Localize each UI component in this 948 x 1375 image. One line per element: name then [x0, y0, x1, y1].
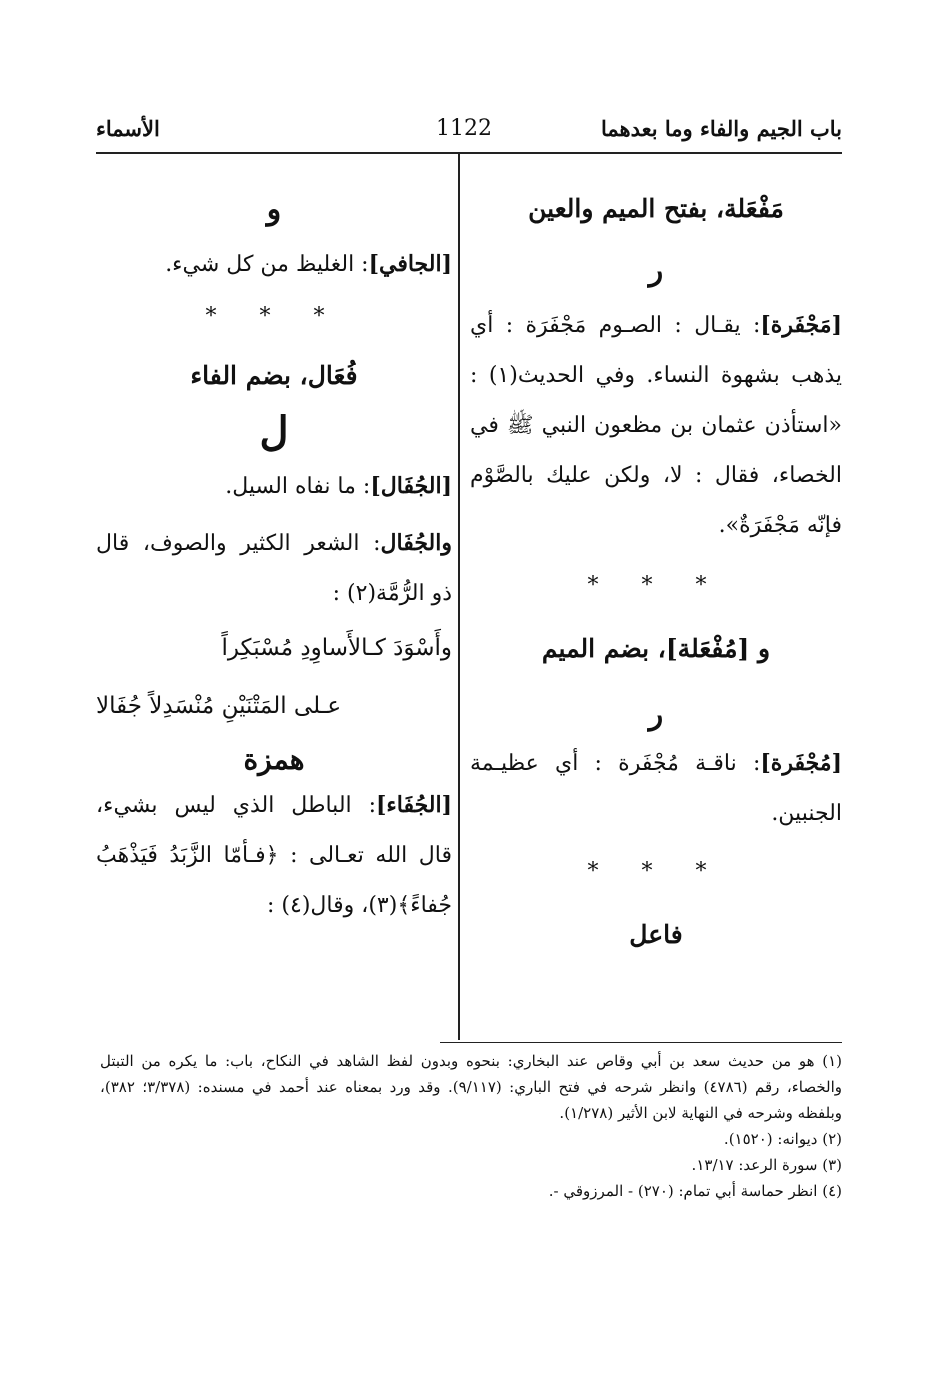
entry-text: : الباطل الذي ليس بشيء، قال الله تعـالى : ﴿فـأمّا الزَّبَدُ فَيَذْهَبُ جُفاءً﴾(٣)، وقال(٤) :: [96, 793, 452, 918]
left-column: [96, 160, 452, 931]
dictionary-entry: [96, 518, 452, 619]
entry-term: [مَجْفَرة]: [760, 312, 842, 338]
footnote-rule: [440, 1042, 842, 1043]
entry-term: [مُجْفَرة]: [760, 750, 842, 776]
root-letter: ر: [648, 697, 664, 732]
pattern-heading: فاعل: [629, 920, 683, 949]
dictionary-entry: [470, 300, 842, 551]
pattern-heading: و [مُفْعَلة]، بضم الميم: [541, 634, 771, 663]
dictionary-entry: [96, 780, 452, 931]
entry-text: : ناقـة مُجْفَرة : أي عظيـمة الجنبين.: [470, 751, 842, 826]
page-number: 1122: [436, 116, 492, 141]
pattern-heading: مَفْعَلة، بفتح الميم والعين: [528, 194, 784, 223]
entry-text: : الشعر الكثير والصوف، قال ذو الرُّمَّة(٢) :: [96, 531, 452, 606]
footnote: (٣) سورة الرعد: ١٣/١٧.: [691, 1156, 842, 1174]
right-column: [470, 160, 842, 949]
footnotes: [100, 1048, 842, 1204]
column-divider: [458, 154, 460, 1040]
chapter-title: باب الجيم والفاء وما بعدهما: [600, 116, 842, 141]
separator-stars: * * *: [205, 304, 343, 329]
header-rule: [96, 152, 842, 154]
dictionary-entry: [96, 461, 452, 512]
root-letter: ر: [648, 253, 664, 288]
entry-text: : ما نفاه السيل.: [225, 474, 371, 499]
entry-term: [الجُفَال]: [370, 473, 452, 499]
running-header: [96, 110, 842, 154]
pattern-heading: همزة: [243, 743, 305, 776]
poetry-hemistich: وأَسْوَدَ كـالأَساوِدِ مُسْبَكِراً: [221, 635, 452, 661]
separator-stars: * * *: [587, 859, 725, 884]
footnote: (١) هو من حديث سعد بن أبي وقاص عند البخاري: بنحوه وبدون لفظ الشاهد في النكاح، باب: ما يكره من التبتل والخصاء، رقم (٤٧٨٦) وانظر شرحه في فتح الباري: (٩/١١٧). وقد ورد بمعناه عند أحمد في مسنده: (٣/٣٧٨؛ ٣٨٢)، وبلفظه وشرحه في النهاية لابن الأثير (١/٢٧٨).: [100, 1052, 842, 1122]
footnote: (٢) ديوانه: (١٥٢٠).: [723, 1130, 842, 1148]
section-title: الأسماء: [96, 116, 160, 141]
pattern-heading: فُعَال، بضم الفاء: [190, 361, 358, 390]
poetry-hemistich: عـلى المَتْنَيْنِ مُنْسَدِلاً جُفَالا: [96, 693, 342, 719]
root-letter: و: [266, 192, 282, 227]
entry-text: : الغليظ من كل شيء.: [165, 252, 369, 277]
dictionary-entry: [470, 738, 842, 839]
footnote: (٤) انظر حماسة أبي تمام: (٢٧٠) - المرزوقي -.: [548, 1182, 842, 1200]
root-letter: ل: [259, 408, 289, 455]
entry-term: [الجُفَاء]: [375, 792, 452, 818]
separator-stars: * * *: [587, 573, 725, 598]
dictionary-entry: [96, 239, 452, 290]
entry-term: [الجافي]: [368, 251, 452, 277]
entry-term: والجُفَال: [380, 530, 452, 556]
entry-text: : يقـال : الصـوم مَجْفَرَة : أي يذهب بشهوة النساء. وفي الحديث(١) : «استأذن عثمان بن مظعون النبي ﷺ في الخصاء، فقال : لا، ولكن عليك بالصَّوْم فإنّه مَجْفَرَةٌ».: [470, 313, 842, 538]
